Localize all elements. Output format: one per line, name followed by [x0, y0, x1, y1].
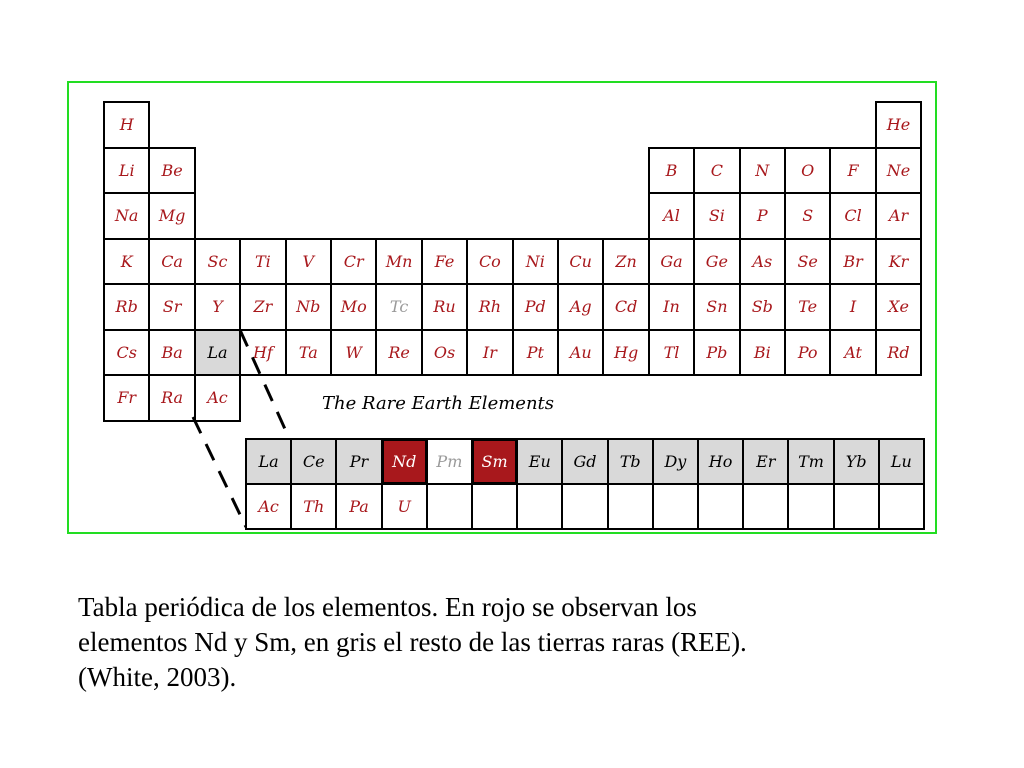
element-cell-s: S: [784, 192, 831, 240]
lanthanide-cell-tm: Tm: [787, 438, 834, 485]
element-cell-cl: Cl: [829, 192, 876, 240]
element-cell-bi: Bi: [739, 329, 786, 377]
element-cell-mg: Mg: [148, 192, 195, 240]
element-cell-ti: Ti: [239, 238, 286, 286]
element-cell-at: At: [829, 329, 876, 377]
element-cell-ca: Ca: [148, 238, 195, 286]
element-cell-po: Po: [784, 329, 831, 377]
element-cell-co: Co: [466, 238, 513, 286]
element-cell-cr: Cr: [330, 238, 377, 286]
actinide-cell-empty: [561, 483, 608, 530]
element-cell-h: H: [103, 101, 150, 149]
element-cell-ta: Ta: [285, 329, 332, 377]
actinide-cell-empty: [516, 483, 563, 530]
element-cell-hg: Hg: [602, 329, 649, 377]
element-cell-br: Br: [829, 238, 876, 286]
element-cell-ra: Ra: [148, 374, 195, 422]
element-cell-hf: Hf: [239, 329, 286, 377]
element-cell-k: K: [103, 238, 150, 286]
caption-line-1: Tabla periódica de los elementos. En rojo se observan los: [78, 592, 697, 622]
lanthanide-cell-gd: Gd: [561, 438, 608, 485]
element-cell-tl: Tl: [648, 329, 695, 377]
lanthanide-cell-ho: Ho: [697, 438, 744, 485]
connector-line-right: [240, 330, 290, 440]
element-cell-as: As: [739, 238, 786, 286]
element-cell-he: He: [875, 101, 922, 149]
element-cell-nb: Nb: [285, 283, 332, 331]
caption-line-3: (White, 2003).: [78, 662, 237, 692]
lanthanide-cell-yb: Yb: [833, 438, 880, 485]
element-cell-ar: Ar: [875, 192, 922, 240]
actinide-cell-empty: [471, 483, 518, 530]
lanthanide-cell-nd: Nd: [381, 438, 428, 485]
element-cell-fe: Fe: [421, 238, 468, 286]
actinide-cell-u: U: [381, 483, 428, 530]
element-cell-sc: Sc: [194, 238, 241, 286]
element-cell-mn: Mn: [375, 238, 422, 286]
element-cell-tc: Tc: [375, 283, 422, 331]
element-cell-be: Be: [148, 147, 195, 195]
element-cell-in: In: [648, 283, 695, 331]
element-cell-ni: Ni: [512, 238, 559, 286]
element-cell-i: I: [829, 283, 876, 331]
element-cell-rb: Rb: [103, 283, 150, 331]
element-cell-c: C: [693, 147, 740, 195]
lanthanide-cell-pr: Pr: [335, 438, 382, 485]
connector-line-left: [193, 417, 246, 527]
element-cell-os: Os: [421, 329, 468, 377]
element-cell-li: Li: [103, 147, 150, 195]
element-cell-mo: Mo: [330, 283, 377, 331]
actinide-cell-empty: [697, 483, 744, 530]
element-cell-se: Se: [784, 238, 831, 286]
element-cell-pb: Pb: [693, 329, 740, 377]
element-cell-sn: Sn: [693, 283, 740, 331]
element-cell-kr: Kr: [875, 238, 922, 286]
element-cell-ge: Ge: [693, 238, 740, 286]
element-cell-ag: Ag: [557, 283, 604, 331]
element-cell-cs: Cs: [103, 329, 150, 377]
element-cell-cu: Cu: [557, 238, 604, 286]
element-cell-cd: Cd: [602, 283, 649, 331]
figure-caption: [78, 590, 978, 695]
element-cell-si: Si: [693, 192, 740, 240]
element-cell-rh: Rh: [466, 283, 513, 331]
element-cell-fr: Fr: [103, 374, 150, 422]
lanthanide-cell-sm: Sm: [471, 438, 518, 485]
element-cell-ba: Ba: [148, 329, 195, 377]
actinide-cell-empty: [652, 483, 699, 530]
actinide-cell-pa: Pa: [335, 483, 382, 530]
element-cell-au: Au: [557, 329, 604, 377]
element-cell-zr: Zr: [239, 283, 286, 331]
element-cell-ga: Ga: [648, 238, 695, 286]
actinide-cell-th: Th: [290, 483, 337, 530]
element-cell-zn: Zn: [602, 238, 649, 286]
lanthanide-cell-lu: Lu: [878, 438, 925, 485]
element-cell-sb: Sb: [739, 283, 786, 331]
element-cell-pt: Pt: [512, 329, 559, 377]
actinide-cell-empty: [787, 483, 834, 530]
lanthanide-cell-eu: Eu: [516, 438, 563, 485]
element-cell-sr: Sr: [148, 283, 195, 331]
element-cell-te: Te: [784, 283, 831, 331]
actinide-cell-ac: Ac: [245, 483, 292, 530]
lanthanide-cell-la: La: [245, 438, 292, 485]
actinide-cell-empty: [607, 483, 654, 530]
element-cell-ir: Ir: [466, 329, 513, 377]
rare-earth-title: The Rare Earth Elements: [322, 393, 555, 414]
element-cell-v: V: [285, 238, 332, 286]
element-cell-na: Na: [103, 192, 150, 240]
lanthanide-cell-pm: Pm: [426, 438, 473, 485]
actinide-cell-empty: [833, 483, 880, 530]
element-cell-pd: Pd: [512, 283, 559, 331]
element-cell-n: N: [739, 147, 786, 195]
element-cell-al: Al: [648, 192, 695, 240]
lanthanide-cell-er: Er: [742, 438, 789, 485]
element-cell-la: La: [194, 329, 241, 377]
element-cell-rd: Rd: [875, 329, 922, 377]
element-cell-re: Re: [375, 329, 422, 377]
element-cell-y: Y: [194, 283, 241, 331]
element-cell-p: P: [739, 192, 786, 240]
element-cell-w: W: [330, 329, 377, 377]
actinide-cell-empty: [878, 483, 925, 530]
element-cell-f: F: [829, 147, 876, 195]
lanthanide-cell-tb: Tb: [607, 438, 654, 485]
actinide-cell-empty: [742, 483, 789, 530]
element-cell-o: O: [784, 147, 831, 195]
element-cell-ne: Ne: [875, 147, 922, 195]
caption-line-2: elementos Nd y Sm, en gris el resto de las tierras raras (REE).: [78, 627, 747, 657]
lanthanide-cell-dy: Dy: [652, 438, 699, 485]
element-cell-ac: Ac: [194, 374, 241, 422]
actinide-cell-empty: [426, 483, 473, 530]
lanthanide-cell-ce: Ce: [290, 438, 337, 485]
element-cell-xe: Xe: [875, 283, 922, 331]
element-cell-ru: Ru: [421, 283, 468, 331]
element-cell-b: B: [648, 147, 695, 195]
